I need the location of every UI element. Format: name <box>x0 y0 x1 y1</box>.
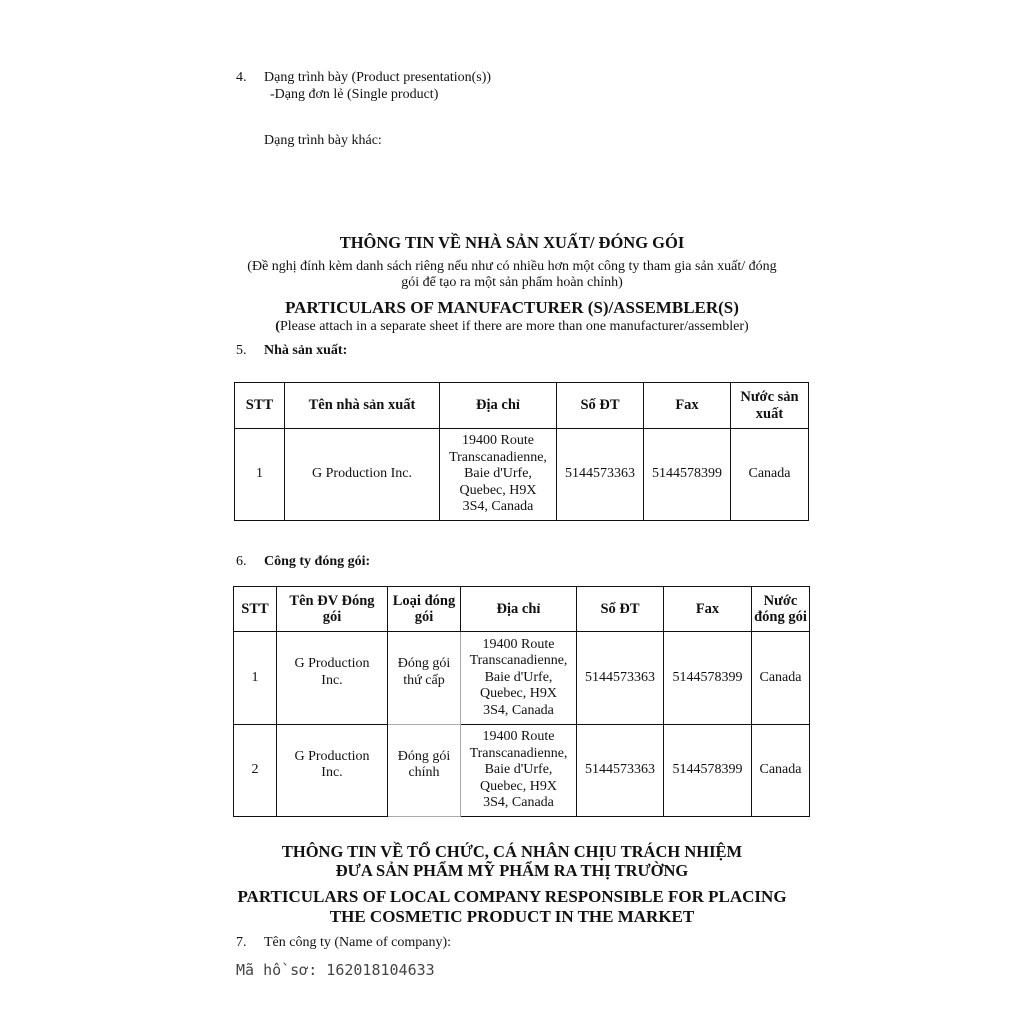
address-line: Baie d'Urfe, <box>484 762 553 777</box>
packager-header-name: Tên ĐV Đóng gói <box>277 587 388 632</box>
packager-header-country: Nước đóng gói <box>752 587 810 632</box>
address-line: Baie d'Urfe, <box>464 466 532 482</box>
type-line: Đóng gói <box>397 748 451 764</box>
packager-header-address: Địa chỉ <box>461 587 577 632</box>
name-line: G Production <box>294 748 370 764</box>
manufacturer-cell-stt: 1 <box>235 429 285 521</box>
type-line: thứ cấp <box>403 672 445 688</box>
packager-cell-phone: 5144573363 <box>577 724 664 817</box>
address-line: Quebec, H9X <box>480 686 557 701</box>
manufacturer-cell-fax: 5144578399 <box>644 429 731 521</box>
address-line: 19400 Route <box>462 433 534 449</box>
address-line: Quebec, H9X <box>480 778 557 794</box>
address-line: 3S4, Canada <box>462 499 534 515</box>
type-line: Đóng gói <box>397 656 451 671</box>
address-line: 3S4, Canada <box>483 795 554 810</box>
packager-header-phone: Số ĐT <box>577 587 664 632</box>
manufacturer-header-phone: Số ĐT <box>557 383 644 429</box>
manufacturer-header-name: Tên nhà sản xuất <box>285 383 440 429</box>
section-5-number: 5. <box>236 343 247 358</box>
section-4-number: 4. <box>236 70 247 85</box>
packager-cell-type <box>388 724 461 817</box>
local-company-heading-vn-line2: ĐƯA SẢN PHẨM MỸ PHẨM RA THỊ TRƯỜNG <box>335 861 689 880</box>
address-line: Transcanadienne, <box>469 653 568 668</box>
address-line: Baie d'Urfe, <box>484 669 553 685</box>
packager-cell-country: Canada <box>752 724 810 817</box>
local-company-heading-en-line2: THE COSMETIC PRODUCT IN THE MARKET <box>329 907 695 926</box>
manufacturer-header-address: Địa chỉ <box>440 383 557 429</box>
address-line: 3S4, Canada <box>483 702 554 718</box>
manufacturer-table <box>234 382 809 521</box>
manufacturer-cell-phone: 5144573363 <box>557 429 644 521</box>
table-row <box>234 632 810 725</box>
address-line: 19400 Route <box>482 729 555 744</box>
packager-cell-phone: 5144573363 <box>577 632 664 725</box>
packager-cell-fax: 5144578399 <box>664 632 752 725</box>
table-row <box>235 429 809 521</box>
manufacturer-cell-address <box>440 429 557 521</box>
section-5-label: Nhà sản xuất: <box>264 343 348 358</box>
packager-header-type: Loại đóng gói <box>388 587 461 632</box>
packager-header-fax: Fax <box>664 587 752 632</box>
section-4-title: Dạng trình bày (Product presentation(s)) <box>264 70 492 85</box>
packager-cell-country: Canada <box>752 632 810 725</box>
address-line: Transcanadienne, <box>469 745 568 761</box>
manufacturer-note-vn-line2: gói để tạo ra một sản phẩm hoàn chỉnh) <box>401 275 623 290</box>
manufacturer-header-country: Nước sản xuất <box>731 383 809 429</box>
manufacturer-note-vn-line1: (Đề nghị đính kèm danh sách riêng nếu như có nhiều hơn một công ty tham gia sản xuất/ đóng <box>247 259 777 274</box>
table-row <box>234 724 810 817</box>
record-code: Mã hồ sơ: 162018104633 <box>236 961 435 979</box>
section-6-number: 6. <box>236 554 247 569</box>
manufacturer-heading-vn: THÔNG TIN VỀ NHÀ SẢN XUẤT/ ĐÓNG GÓI <box>339 233 685 252</box>
packager-cell-fax: 5144578399 <box>664 724 752 817</box>
manufacturer-header-stt: STT <box>235 383 285 429</box>
address-line: 19400 Route <box>482 636 555 652</box>
name-line: Inc. <box>321 672 343 688</box>
manufacturer-note-en <box>0 318 1024 335</box>
packager-header-stt: STT <box>234 587 277 632</box>
packager-cell-name <box>277 632 388 725</box>
address-line: Quebec, H9X <box>459 482 537 498</box>
packager-cell-name <box>277 724 388 817</box>
section-4-other-presentation: Dạng trình bày khác: <box>264 133 382 148</box>
packager-cell-type <box>388 632 461 725</box>
local-company-heading-vn-line1: THÔNG TIN VỀ TỔ CHỨC, CÁ NHÂN CHỊU TRÁCH NHIỆM <box>281 842 743 861</box>
packager-cell-stt: 1 <box>234 632 277 725</box>
manufacturer-note-en-paren: ( <box>275 319 280 334</box>
packager-cell-address <box>461 724 577 817</box>
name-line: G Production <box>294 656 370 671</box>
packager-table-header-row <box>234 587 810 632</box>
packager-cell-stt: 2 <box>234 724 277 817</box>
manufacturer-cell-country: Canada <box>731 429 809 521</box>
packager-table <box>233 586 810 817</box>
manufacturer-cell-name: G Production Inc. <box>285 429 440 521</box>
section-7-label: Tên công ty (Name of company): <box>264 935 451 950</box>
manufacturer-header-fax: Fax <box>644 383 731 429</box>
manufacturer-table-header-row <box>235 383 809 429</box>
packager-cell-address <box>461 632 577 725</box>
section-6-label: Công ty đóng gói: <box>264 554 371 569</box>
manufacturer-note-en-text: Please attach in a separate sheet if there are more than one manufacturer/assembler) <box>279 319 749 334</box>
manufacturer-heading-en: PARTICULARS OF MANUFACTURER (S)/ASSEMBLER(S) <box>285 298 739 317</box>
section-7-number: 7. <box>236 935 247 950</box>
section-4-single-product: -Dạng đơn lẻ (Single product) <box>270 87 439 102</box>
type-line: chính <box>408 765 440 780</box>
address-line: Transcanadienne, <box>449 449 547 465</box>
local-company-heading-en-line1: PARTICULARS OF LOCAL COMPANY RESPONSIBLE FOR PLACING <box>237 887 787 906</box>
name-line: Inc. <box>321 765 343 780</box>
